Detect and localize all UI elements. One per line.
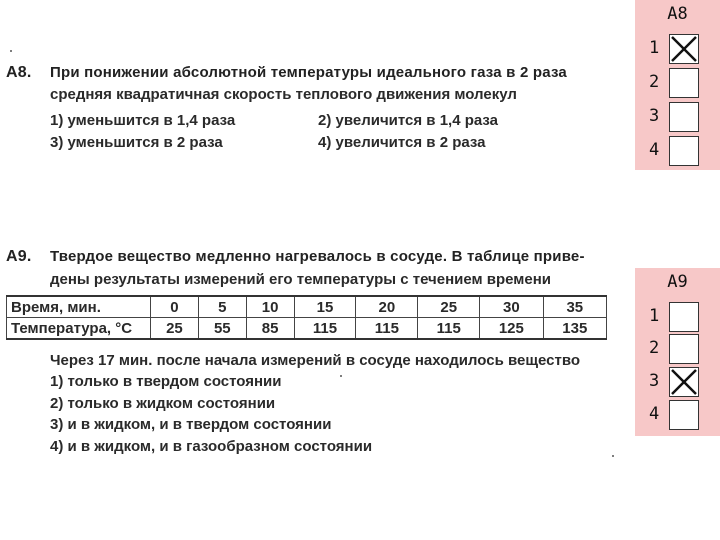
question-text-line: Через 17 мин. после начала измерений в сосуде находилось вещество — [50, 352, 581, 369]
cross-mark-icon — [670, 368, 698, 396]
answer-option: 2) только в жидком состоянии — [50, 395, 276, 412]
table-cell: 25 — [151, 318, 199, 340]
table-cell: 20 — [356, 296, 418, 318]
table-cell: 30 — [480, 296, 543, 318]
answer-panel-a9 — [635, 268, 720, 436]
answer-option: 4) увеличится в 2 раза — [318, 134, 486, 151]
table-cell: 5 — [198, 296, 246, 318]
measurement-table — [6, 295, 607, 340]
table-cell: 15 — [294, 296, 356, 318]
question-text-line: средняя квадратичная скорость теплового движения молекул — [50, 86, 517, 103]
table-cell: 55 — [198, 318, 246, 340]
choice-number: 4 — [649, 140, 660, 160]
answer-checkbox[interactable] — [669, 136, 699, 166]
scan-speck — [340, 375, 342, 377]
table-cell: 115 — [356, 318, 418, 340]
choice-number: 3 — [649, 371, 660, 391]
row-label-temperature: Температура, °С — [7, 318, 151, 340]
table-cell: 35 — [543, 296, 606, 318]
question-a8-header — [6, 62, 567, 84]
answer-checkbox[interactable] — [669, 334, 699, 364]
question-number: A9. — [6, 248, 32, 265]
table-cell: 135 — [543, 318, 606, 340]
choice-number: 3 — [649, 106, 660, 126]
answer-option: 2) увеличится в 1,4 раза — [318, 112, 498, 129]
answer-checkbox[interactable] — [669, 367, 699, 397]
table-cell: 10 — [246, 296, 294, 318]
panel-title: A9 — [667, 272, 688, 292]
answer-checkbox[interactable] — [669, 400, 699, 430]
table-row-time — [7, 296, 607, 318]
table-cell: 115 — [294, 318, 356, 340]
answer-option: 3) уменьшится в 2 раза — [50, 134, 223, 151]
cross-mark-icon — [670, 35, 698, 63]
row-label-time: Время, мин. — [7, 296, 151, 318]
question-text-line: При понижении абсолютной температуры идеального газа в 2 раза — [50, 64, 567, 81]
table-row-temperature — [7, 318, 607, 340]
answer-checkbox[interactable] — [669, 302, 699, 332]
answer-option: 3) и в жидком, и в твердом состоянии — [50, 416, 332, 433]
choice-number: 1 — [649, 38, 660, 58]
scan-speck — [612, 455, 614, 457]
choice-number: 2 — [649, 72, 660, 92]
table-cell: 25 — [418, 296, 480, 318]
answer-option: 1) уменьшится в 1,4 раза — [50, 112, 236, 129]
answer-checkbox[interactable] — [669, 34, 699, 64]
answer-option: 1) только в твердом состоянии — [50, 373, 282, 390]
answer-checkbox[interactable] — [669, 102, 699, 132]
choice-number: 4 — [649, 404, 660, 424]
question-number: A8. — [6, 64, 32, 81]
table-cell: 125 — [480, 318, 543, 340]
panel-title: A8 — [667, 4, 688, 24]
choice-number: 1 — [649, 306, 660, 326]
answer-option: 4) и в жидком, и в газообразном состоянии — [50, 438, 373, 455]
question-a9-header — [6, 246, 585, 268]
choice-number: 2 — [649, 338, 660, 358]
scan-speck — [10, 50, 12, 52]
answer-checkbox[interactable] — [669, 68, 699, 98]
table-cell: 115 — [418, 318, 480, 340]
question-text-line: дены результаты измерений его температуры с течением времени — [50, 271, 552, 288]
answer-panel-a8 — [635, 0, 720, 170]
table-cell: 85 — [246, 318, 294, 340]
table-cell: 0 — [151, 296, 199, 318]
question-text-line: Твердое вещество медленно нагревалось в сосуде. В таблице приве- — [50, 248, 585, 265]
